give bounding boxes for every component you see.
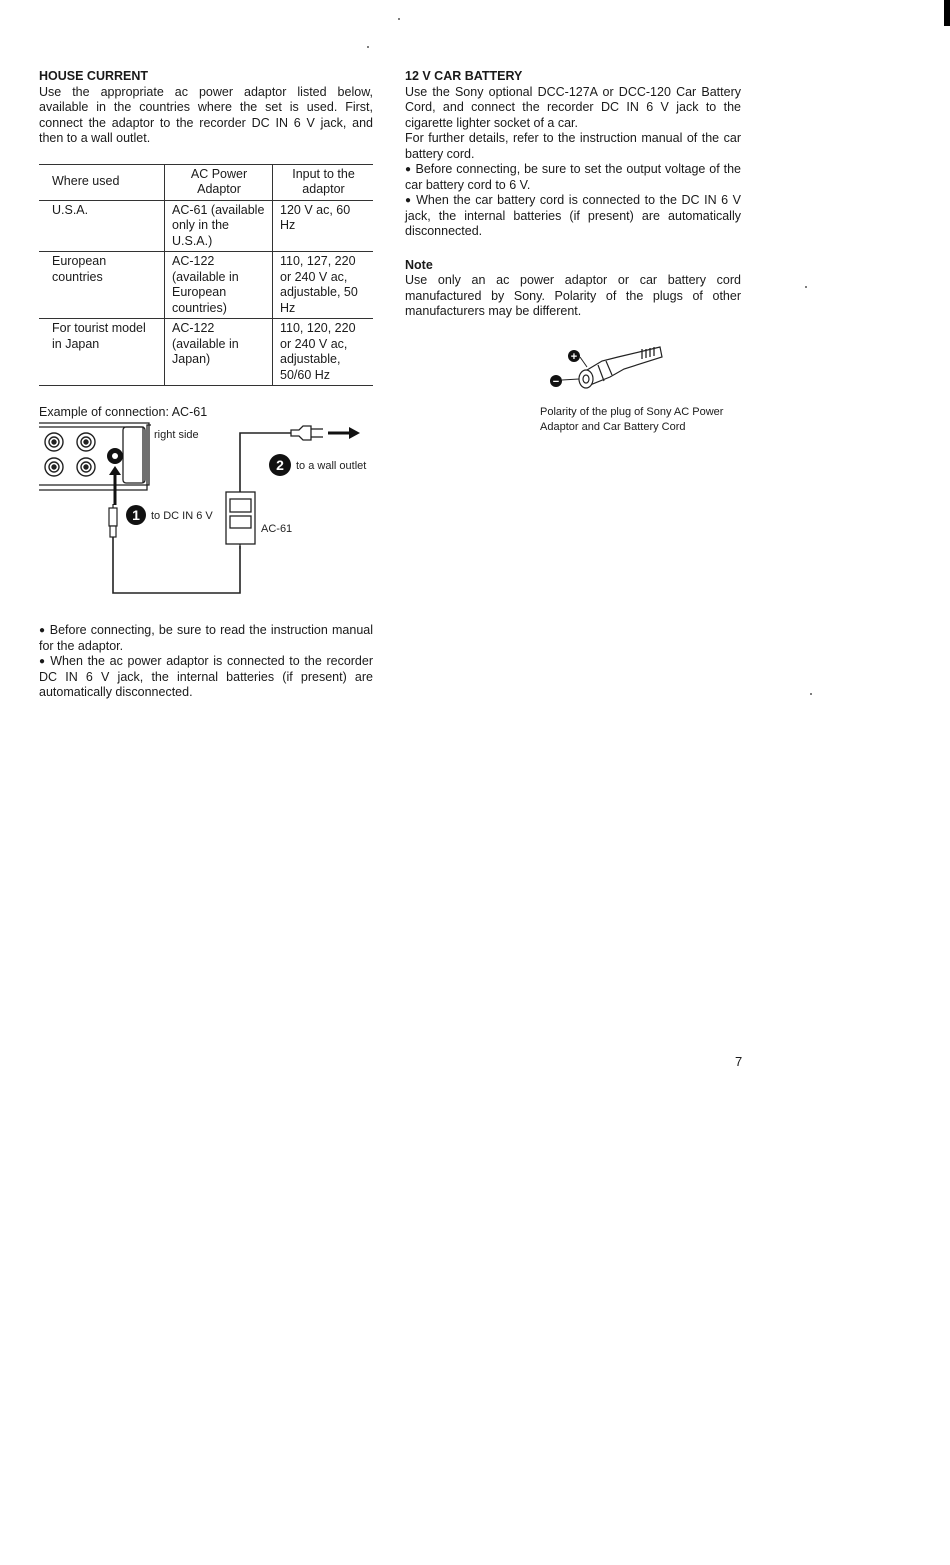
table-row <box>39 252 373 319</box>
table-cell-input: 120 V ac, 60 Hz <box>273 200 374 252</box>
list-item: ● Before connecting, be sure to read the instruction manual for the adaptor. <box>39 623 373 654</box>
house-current-intro: Use the appropriate ac power adaptor listed below, available in the countries where the set is used. First, connect the adaptor to the recorder DC IN 6 V jack, and then to a wall outlet. <box>39 84 373 145</box>
table-header-input: Input to the adaptor <box>273 164 374 200</box>
left-column <box>39 69 373 421</box>
step-2-badge <box>269 454 291 476</box>
table-row <box>39 200 373 252</box>
minus-icon <box>550 375 579 388</box>
ac-adaptor-icon <box>226 492 255 549</box>
car-battery-heading: 12 V CAR BATTERY <box>405 69 523 83</box>
table-cell-where: European countries <box>39 252 165 319</box>
table-header-adaptor: AC Power Adaptor <box>165 164 273 200</box>
arrow-right-icon <box>328 427 360 439</box>
wall-plug-icon <box>291 426 323 440</box>
dc-jack-icon <box>107 448 123 464</box>
adaptor-table <box>39 164 373 387</box>
table-cell-adaptor: AC-61 (available only in the U.S.A.) <box>165 200 273 252</box>
table-cell-where: U.S.A. <box>39 200 165 252</box>
table-cell-adaptor: AC-122 (available in European countries) <box>165 252 273 319</box>
plus-icon <box>568 350 587 367</box>
step-1-label: to DC IN 6 V <box>151 510 213 522</box>
house-current-heading: HOUSE CURRENT <box>39 69 149 83</box>
table-header-where: Where used <box>39 164 165 200</box>
scan-speck <box>398 18 400 20</box>
car-battery-details: For further details, refer to the instruction manual of the car battery cord. <box>405 131 741 161</box>
table-cell-input: 110, 120, 220 or 240 V ac, adjustable, 50/60 Hz <box>273 319 374 386</box>
table-cell-where: For tourist model in Japan <box>39 319 165 386</box>
scan-speck <box>367 46 369 48</box>
step-1-badge <box>126 505 146 525</box>
step-2-number: 2 <box>276 457 284 473</box>
step-1-number: 1 <box>132 507 140 523</box>
right-side-label: right side <box>154 429 199 441</box>
page-edge-mark <box>944 0 950 26</box>
right-column <box>405 69 741 320</box>
rca-jack-icon <box>45 433 95 476</box>
scan-speck <box>810 693 812 695</box>
polarity-caption: Polarity of the plug of Sony AC Power Adaptor and Car Battery Cord <box>540 406 724 433</box>
adaptor-label: AC-61 <box>261 523 293 535</box>
table-cell-input: 110, 127, 220 or 240 V ac, adjustable, 50 Hz <box>273 252 374 319</box>
note-text: Use only an ac power adaptor or car battery cord manufactured by Sony. Polarity of the plugs of other manufacturers may be different. <box>405 273 741 318</box>
connection-diagram <box>39 415 379 600</box>
plus-symbol: + <box>570 351 578 363</box>
table-row <box>39 319 373 386</box>
step-2-label: to a wall outlet <box>296 460 367 472</box>
list-item: ● Before connecting, be sure to set the output voltage of the car battery cord to 6 V. <box>405 162 741 193</box>
list-item: ● When the car battery cord is connected to the DC IN 6 V jack, the internal batteries (if present) are automatically disconnected. <box>405 193 741 240</box>
adaptor-cable <box>113 537 240 593</box>
left-bullet-list <box>39 623 373 701</box>
note-heading: Note <box>405 257 433 272</box>
plug-polarity-diagram <box>540 343 670 393</box>
list-item: ● When the ac power adaptor is connected to the recorder DC IN 6 V jack, the internal batteries (if present) are automatically disconnected. <box>39 654 373 701</box>
car-battery-intro: Use the Sony optional DCC-127A or DCC-120 Car Battery Cord, and connect the recorder DC IN 6 V jack to the cigarette lighter socket of a car. <box>405 84 741 130</box>
page-number: 7 <box>735 1054 743 1069</box>
example-caption: Example of connection: AC-61 <box>39 405 208 419</box>
table-cell-adaptor: AC-122 (available in Japan) <box>165 319 273 386</box>
table-header-row <box>39 164 373 200</box>
dc-plug-icon <box>109 504 117 537</box>
scan-speck <box>805 286 807 288</box>
minus-symbol: − <box>552 376 560 388</box>
